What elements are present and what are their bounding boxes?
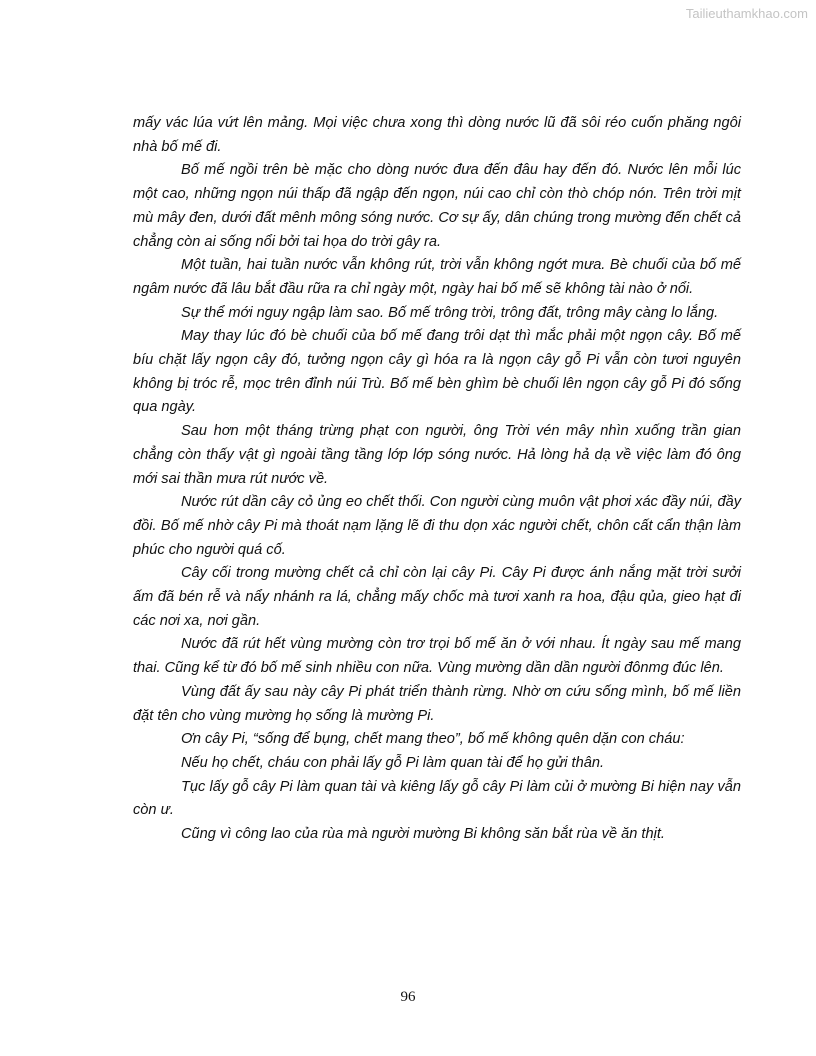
paragraph: Tục lấy gỗ cây Pi làm quan tài và kiêng lấy gỗ cây Pi làm củi ở mường Bi hiện nay vẫn còn ư.	[133, 778, 741, 819]
paragraph: Sau hơn một tháng trừng phạt con người, ông Trời vén mây nhìn xuống trần gian chẳng còn thấy vật gì ngoài tầng tầng lớp lớp sóng nước. Hả lòng hả dạ về việc làm đó ông mới sai thần mưa rút nước về.	[133, 423, 741, 487]
paragraph: Cũng vì công lao của rùa mà người mường Bi không săn bắt rùa về ăn thịt.	[181, 826, 665, 843]
paragraph: May thay lúc đó bè chuối của bố mế đang trôi dạt thì mắc phải một ngọn cây. Bố mế bíu chặt lấy ngọn cây đó, tưởng ngọn cây gì hóa ra là ngọn cây gỗ Pi vẫn còn tươi nguyên không bị tróc rễ, mọc trên đỉnh núi Trù. Bố mế bèn ghìm bè chuối lên ngọn cây gỗ Pi đó sống qua ngày.	[133, 328, 741, 416]
paragraph: Nếu họ chết, cháu con phải lấy gỗ Pi làm quan tài để họ gửi thân.	[181, 754, 605, 771]
paragraph: Một tuần, hai tuần nước vẫn không rút, trời vẫn không ngớt mưa. Bè chuối của bố mế ngâm nước đã lâu bắt đầu rữa ra chỉ ngày một, ngày hai bố mế sẽ không tài nào ở nổi.	[133, 257, 741, 297]
paragraph: mấy vác lúa vứt lên mảng. Mọi việc chưa xong thì dòng nước lũ đã sôi réo cuốn phăng ngôi nhà bố mế đi.	[133, 115, 741, 155]
paragraph: Sự thể mới nguy ngập làm sao. Bố mế trông trời, trông đất, trông mây càng lo lắng.	[181, 304, 719, 321]
paragraph: Cây cối trong mường chết cả chỉ còn lại cây Pi. Cây Pi được ánh nắng mặt trời sưởi ấm đã bén rễ và nẩy nhánh ra lá, chẳng mấy chốc mà tươi xanh ra hoa, đậu qủa, gieo hạt đi các nơi xa, nơi gần.	[133, 565, 741, 629]
page-number: 96	[400, 989, 416, 1005]
paragraph: Bố mế ngồi trên bè mặc cho dòng nước đưa đến đâu hay đến đó. Nước lên mỗi lúc một cao, những ngọn núi thấp đã ngập đến ngọn, núi cao chỉ còn thò chóp nón. Trên trời mịt mù mây đen, dưới đất mênh mông sóng nước. Cơ sự ấy, dân chúng trong mường đến chết cả chẳng còn ai sống nổi bởi tai họa do trời gây ra.	[133, 162, 741, 250]
paragraph: Nước rút dần cây cỏ ủng eo chết thối. Con người cùng muôn vật phơi xác đầy núi, đầy đồi. Bố mế nhờ cây Pi mà thoát nạm lặng lẽ đi thu dọn xác người chết, chôn cất cẩn thận làm phúc cho người quá cố.	[133, 494, 741, 558]
paragraph: Ơn cây Pi, “sống để bụng, chết mang theo”, bố mế không quên dặn con cháu:	[181, 731, 685, 748]
paragraph: Nước đã rút hết vùng mường còn trơ trọi bố mế ăn ở với nhau. Ít ngày sau mế mang thai. Cũng kể từ đó bố mế sinh nhiều con nữa. Vùng mường dần dần người đônmg đúc lên.	[133, 636, 741, 677]
page-body	[133, 112, 741, 847]
paragraph: Vùng đất ấy sau này cây Pi phát triển thành rừng. Nhờ ơn cứu sống mình, bố mế liền đặt tên cho vùng mường họ sống là mường Pi.	[133, 683, 741, 724]
watermark: Tailieuthamkhao.com	[685, 6, 808, 21]
